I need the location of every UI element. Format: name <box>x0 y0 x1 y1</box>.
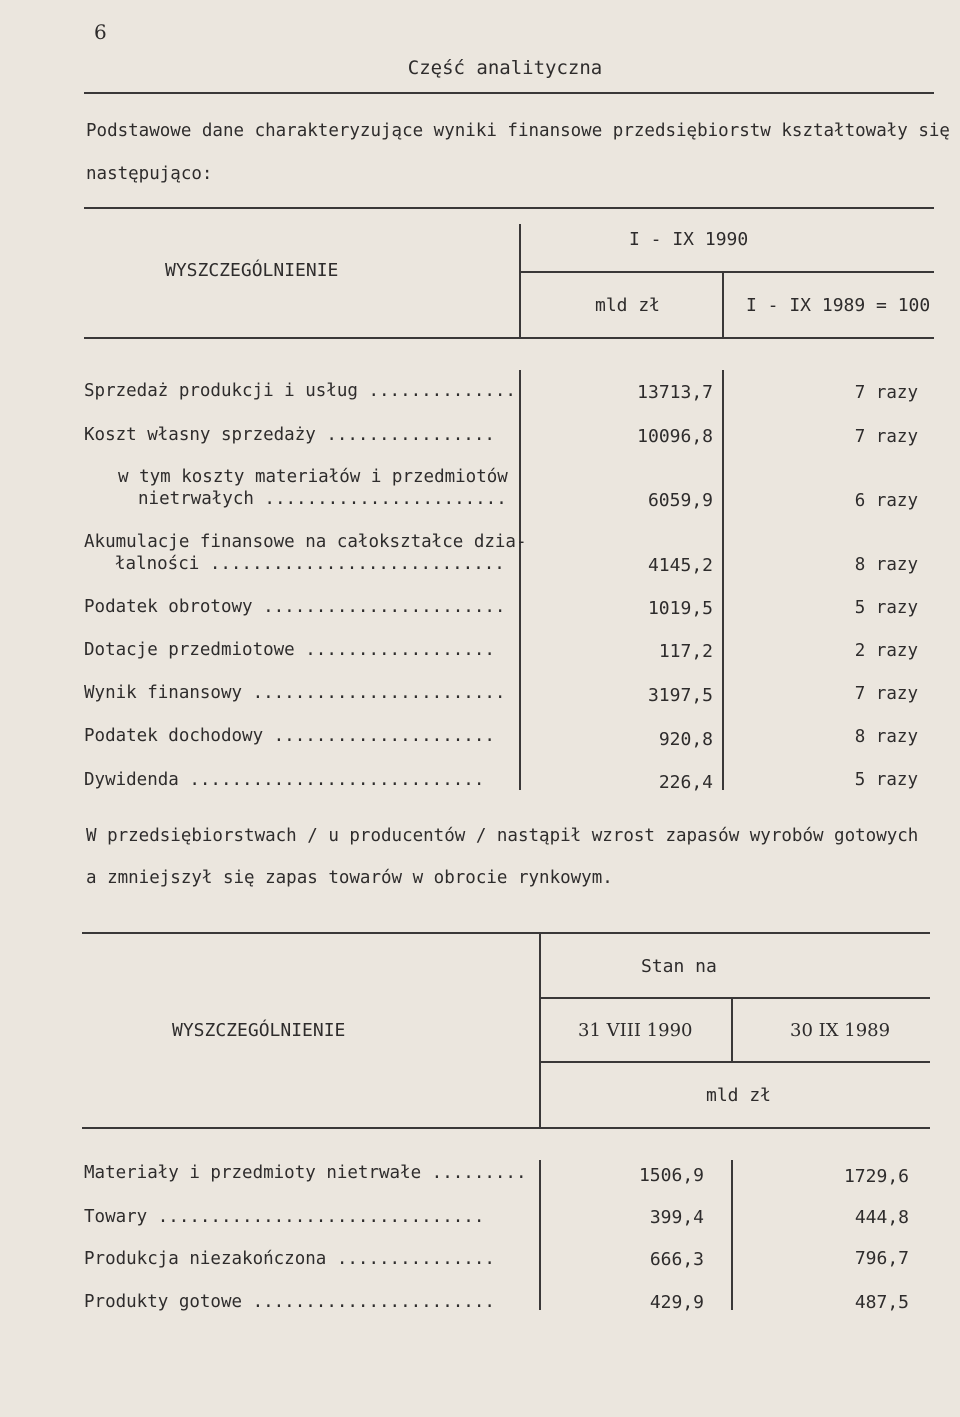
table2-value-a: 429,9 <box>649 1292 704 1313</box>
table1-value: 117,2 <box>658 641 713 662</box>
intro-line-2: następująco: <box>86 164 213 184</box>
middle-line-1: W przedsiębiorstwach / u producentów / nastąpił wzrost zapasów wyrobów gotowych <box>86 826 919 846</box>
page-number: 6 <box>94 20 107 44</box>
table-row: Towary ............................... <box>84 1207 485 1227</box>
table-row: w tym koszty materiałów i przedmiotów <box>118 467 508 487</box>
table-row: Akumulacje finansowe na całokształce dzia- <box>84 532 527 552</box>
table1-ratio: 8 razy <box>854 727 918 747</box>
table1-value: 10096,8 <box>637 426 713 447</box>
table-row-continued: łalności ............................ <box>115 554 505 574</box>
table1-value: 3197,5 <box>647 685 713 706</box>
table2-col-divider-1 <box>539 934 541 1128</box>
table2-value-a: 399,4 <box>649 1207 704 1228</box>
table-row: Podatek dochodowy ..................... <box>84 726 495 746</box>
table1-col-index: I - IX 1989 = 100 <box>746 295 931 316</box>
middle-line-2: a zmniejszył się zapas towarów w obrocie rynkowym. <box>86 868 613 888</box>
table2-col-a: 31 VIII 1990 <box>578 1020 693 1041</box>
table-row: Materiały i przedmioty nietrwałe ......... <box>84 1163 527 1183</box>
table1-value: 13713,7 <box>637 382 713 403</box>
table1-ratio: 7 razy <box>854 427 918 447</box>
table-row: Koszt własny sprzedaży ................ <box>84 425 495 445</box>
table-row: Podatek obrotowy ....................... <box>84 597 506 617</box>
table1-top-rule <box>84 207 934 209</box>
table2-value-b: 796,7 <box>854 1248 909 1269</box>
table2-value-a: 666,3 <box>649 1249 704 1270</box>
table1-head-label: WYSZCZEGÓLNIENIE <box>165 260 339 281</box>
table1-ratio: 8 razy <box>854 555 918 575</box>
table1-value: 4145,2 <box>647 555 713 576</box>
table-row: Dywidenda ............................ <box>84 770 485 790</box>
table1-period: I - IX 1990 <box>629 229 749 250</box>
intro-line-1: Podstawowe dane charakteryzujące wyniki finansowe przedsiębiorstw kształtowały się <box>86 121 950 141</box>
table1-body-divider-1 <box>519 370 521 790</box>
table2-col-divider-2 <box>731 999 733 1062</box>
table-row: Dotacje przedmiotowe .................. <box>84 640 495 660</box>
table1-value: 6059,9 <box>647 490 713 511</box>
table2-body-divider-1 <box>539 1160 541 1310</box>
table-row: Produkty gotowe ....................... <box>84 1292 495 1312</box>
table2-body-divider-2 <box>731 1160 733 1310</box>
table1-col-divider-2 <box>722 272 724 338</box>
table1-col-mld: mld zł <box>595 295 661 316</box>
table2-unit-rule <box>541 1061 930 1063</box>
table1-col-divider-1 <box>519 224 521 338</box>
table2-header-bottom-rule <box>82 1127 930 1129</box>
table1-subheader-rule <box>521 271 934 273</box>
table2-stan-na: Stan na <box>641 956 717 977</box>
table2-unit: mld zł <box>706 1085 772 1106</box>
table1-ratio: 6 razy <box>854 491 918 511</box>
table2-value-b: 1729,6 <box>843 1166 909 1187</box>
table2-value-b: 487,5 <box>854 1292 909 1313</box>
section-title: Część analityczna <box>407 57 603 79</box>
table1-ratio: 2 razy <box>854 641 918 661</box>
table-row: Wynik finansowy ........................ <box>84 683 506 703</box>
table2-top-rule <box>82 932 930 934</box>
table1-ratio: 5 razy <box>854 770 918 790</box>
table2-value-b: 444,8 <box>854 1207 909 1228</box>
table1-value: 226,4 <box>658 772 713 793</box>
table1-ratio: 7 razy <box>854 383 918 403</box>
title-rule <box>84 92 934 94</box>
table1-ratio: 7 razy <box>854 684 918 704</box>
table2-head-label: WYSZCZEGÓLNIENIE <box>172 1020 346 1041</box>
table2-stan-rule <box>541 997 930 999</box>
table-row: Sprzedaż produkcji i usług .............. <box>84 381 516 401</box>
table-row: Produkcja niezakończona ............... <box>84 1249 495 1269</box>
table1-value: 920,8 <box>658 729 713 750</box>
table1-ratio: 5 razy <box>854 598 918 618</box>
table-row-continued: nietrwałych ....................... <box>138 489 507 509</box>
table2-value-a: 1506,9 <box>638 1165 704 1186</box>
table1-body-divider-2 <box>722 370 724 790</box>
table1-header-bottom-rule <box>84 337 934 339</box>
table1-value: 1019,5 <box>647 598 713 619</box>
table2-col-b: 30 IX 1989 <box>790 1020 891 1041</box>
